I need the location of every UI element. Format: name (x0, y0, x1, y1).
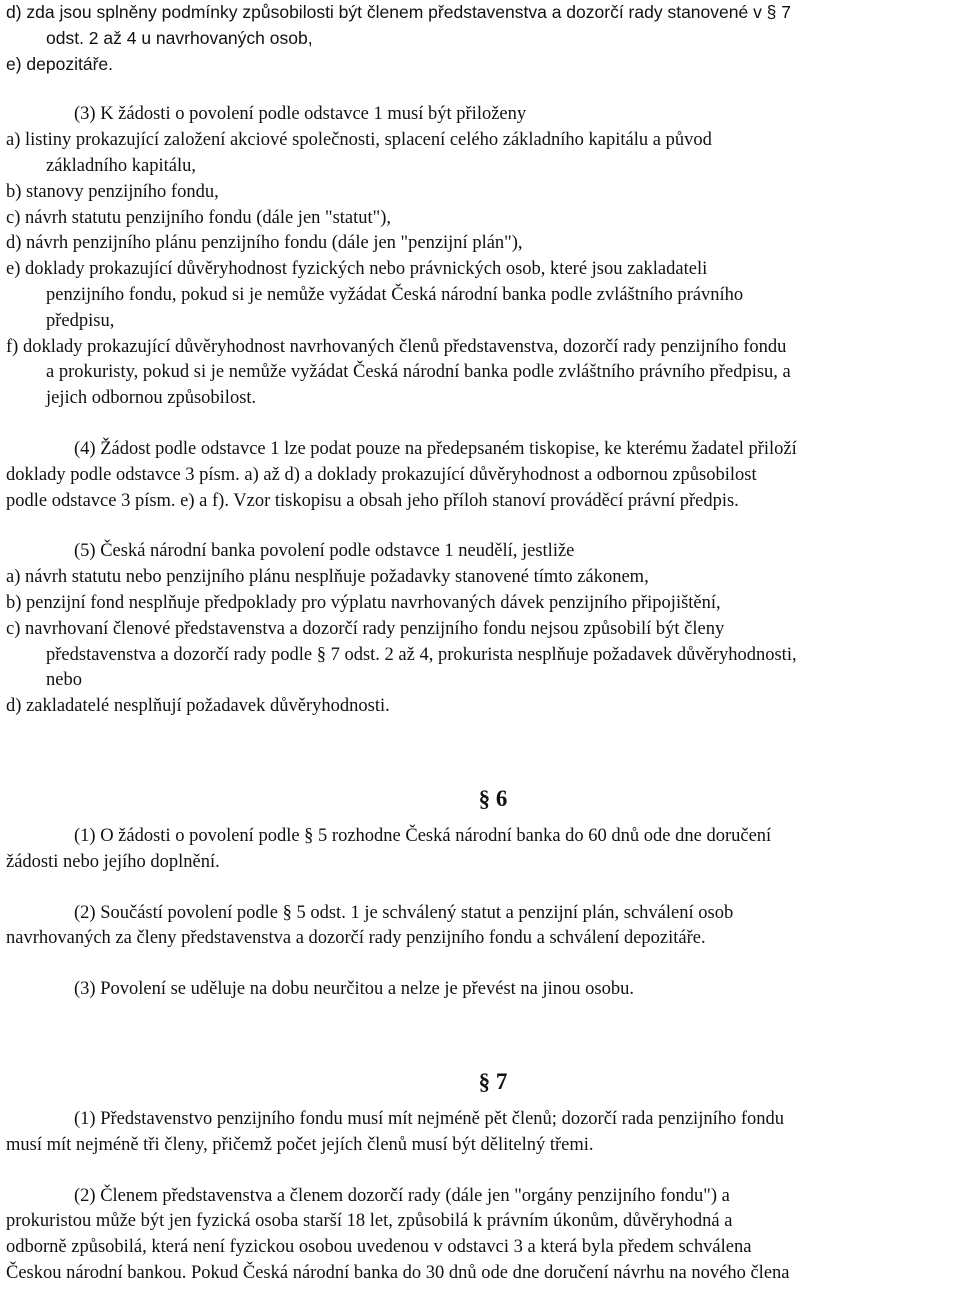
s6-p1-line-2: žádosti nebo jejího doplnění. (6, 851, 220, 872)
p5-item-d: d) zakladatelé nesplňují požadavek důvěryhodnosti. (6, 696, 390, 717)
s6-p3-line-1: (3) Povolení se uděluje na dobu neurčitou a nelze je převést na jinou osobu. (74, 979, 634, 1000)
section-6-paragraph-3 (6, 977, 960, 1003)
s7-p2-line-1: (2) Členem představenstva a členem dozorčí rady (dále jen "orgány penzijního fondu") a (74, 1185, 730, 1206)
s7-p2-line-4: Českou národní bankou. Pokud Česká národní banka do 30 dnů ode dne doručení návrhu na nového člena (6, 1262, 790, 1283)
paragraph-4 (6, 437, 960, 514)
item-d-line-1: d) zda jsou splněny podmínky způsobilosti být členem představenstva a dozorčí rady stanovené v § 7 (6, 2, 792, 22)
p5-item-a: a) návrh statutu nebo penzijního plánu nesplňuje požadavky stanovené tímto zákonem, (6, 567, 649, 588)
p3-item-f-line-1: f) doklady prokazující důvěryhodnost navrhovaných členů představenstva, dozorčí rady penzijního fondu (6, 336, 787, 357)
p4-line-1: (4) Žádost podle odstavce 1 lze podat pouze na předepsaném tiskopise, ke kterému žadatel přiloží (74, 438, 797, 459)
paragraph-2-items-d-e (6, 0, 960, 77)
item-d-line-2: odst. 2 až 4 u navrhovaných osob, (46, 27, 313, 48)
item-e: e) depozitáře. (6, 53, 114, 74)
p5-item-c-line-2: představenstva a dozorčí rady podle § 7 odst. 2 až 4, prokurista nesplňuje požadavek důvěryhodnosti, (46, 644, 797, 665)
s6-p2-line-2: navrhovaných za členy představenstva a dozorčí rady penzijního fondu a schválení depozitáře. (6, 928, 706, 949)
p3-item-f-line-3: jejich odbornou způsobilost. (46, 388, 257, 409)
section-6-paragraph-2 (6, 901, 960, 953)
p5-item-b: b) penzijní fond nesplňuje předpoklady pro výplatu navrhovaných dávek penzijního připojištění, (6, 592, 721, 613)
p3-item-a-line-2: základního kapitálu, (46, 155, 197, 176)
p4-line-3: podle odstavce 3 písm. e) a f). Vzor tiskopisu a obsah jeho příloh stanoví prováděcí právní předpis. (6, 490, 739, 511)
s7-p2-line-3: odborně způsobilá, která není fyzickou osobou uvedenou v odstavci 3 a která byla předem schválena (6, 1237, 752, 1258)
p3-item-e-line-3: předpisu, (46, 310, 115, 331)
p3-item-b: b) stanovy penzijního fondu, (6, 181, 219, 202)
paragraph-3-head: (3) K žádosti o povolení podle odstavce 1 musí být přiloženy (74, 104, 527, 125)
p3-item-d: d) návrh penzijního plánu penzijního fondu (dále jen "penzijní plán"), (6, 233, 523, 254)
section-7-heading: § 7 (478, 1068, 508, 1094)
p3-item-e-line-2: penzijního fondu, pokud si je nemůže vyžádat Česká národní banka podle zvláštního právního (46, 284, 744, 305)
s7-p1-line-2: musí mít nejméně tři členy, přičemž počet jejích členů musí být dělitelný třemi. (6, 1134, 594, 1155)
section-6-paragraph-1 (6, 824, 960, 876)
s6-p2-line-1: (2) Součástí povolení podle § 5 odst. 1 je schválený statut a penzijní plán, schválení osob (74, 902, 734, 923)
section-7-paragraph-1 (6, 1107, 960, 1159)
section-6-heading: § 6 (478, 785, 508, 811)
paragraph-5-head: (5) Česká národní banka povolení podle odstavce 1 neudělí, jestliže (74, 541, 575, 562)
s6-p1-line-1: (1) O žádosti o povolení podle § 5 rozhodne Česká národní banka do 60 dnů ode dne doručení (74, 825, 772, 846)
p3-item-c: c) návrh statutu penzijního fondu (dále jen "statut"), (6, 207, 391, 228)
paragraph-3 (6, 102, 960, 412)
p3-item-a-line-1: a) listiny prokazující založení akciové společnosti, splacení celého základního kapitálu a původ (6, 130, 712, 151)
s7-p1-line-1: (1) Představenstvo penzijního fondu musí mít nejméně pět členů; dozorčí rada penzijního fondu (74, 1108, 785, 1129)
p4-line-2: doklady podle odstavce 3 písm. a) až d) a doklady prokazující důvěryhodnost a odbornou způsobilost (6, 464, 757, 485)
p3-item-e-line-1: e) doklady prokazující důvěryhodnost fyzických nebo právnických osob, které jsou zakladateli (6, 259, 708, 280)
p5-item-c-line-3: nebo (46, 670, 82, 691)
section-7-paragraph-2 (6, 1184, 960, 1287)
paragraph-5 (6, 539, 960, 720)
p5-item-c-line-1: c) navrhovaní členové představenstva a dozorčí rady penzijního fondu nejsou způsobilí být členy (6, 618, 725, 639)
p3-item-f-line-2: a prokuristy, pokud si je nemůže vyžádat Česká národní banka podle zvláštního právního předpisu, a (46, 362, 791, 383)
s7-p2-line-2: prokuristou může být jen fyzická osoba starší 18 let, způsobilá k právním úkonům, důvěryhodná a (6, 1211, 733, 1232)
